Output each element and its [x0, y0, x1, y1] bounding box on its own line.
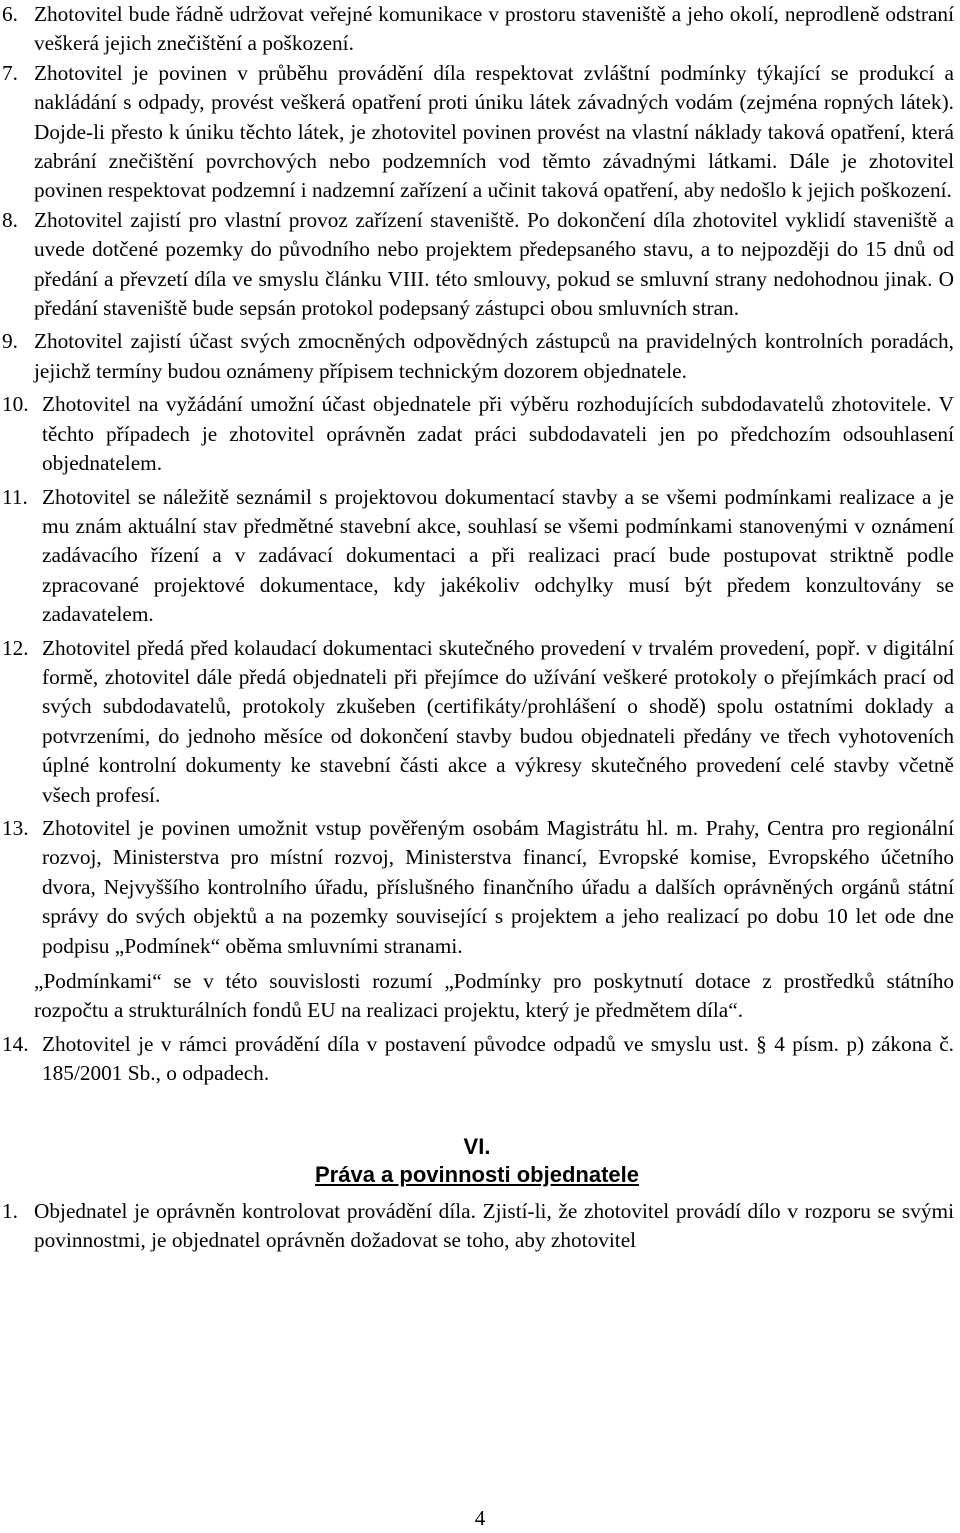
list-item	[0, 59, 954, 206]
item-text: Objednatel je oprávněn kontrolovat provádění díla. Zjistí-li, že zhotovitel provádí dílo v rozporu se svými povinnostmi, je objednatel oprávněn dožadovat se toho, aby zhotovitel	[34, 1198, 954, 1253]
item-number: 6.	[2, 2, 18, 26]
item-text: Zhotovitel je povinen umožnit vstup pověřeným osobám Magistrátu hl. m. Prahy, Centra pro regionální rozvoj, Ministerstva pro místní rozvoj, Ministerstva financí, Evropské komise, Evropského účetního dvora, Nejvyššího kontrolního úřadu, příslušného finančního úřadu a dalších oprávněných orgánů státní správy do svých objektů a na pozemky související s projektem a jeho realizací po dobu 10 let ode dne podpisu „Podmínek“ oběma smluvními stranami.	[42, 815, 954, 958]
item-text: Zhotovitel bude řádně udržovat veřejné komunikace v prostoru staveniště a jeho okolí, neprodleně odstraní veškerá jejich znečištění a poškození.	[34, 2, 954, 56]
page-number: 4	[474, 1506, 486, 1530]
list-item	[0, 1197, 954, 1256]
sub-paragraph: „Podmínkami“ se v této souvislosti rozumí „Podmínky pro poskytnutí dotace z prostředků státního rozpočtu a strukturálních fondů EU na realizaci projektu, který je předmětem díla“.	[34, 969, 954, 1023]
list-item	[0, 483, 954, 630]
item-text: Zhotovitel se náležitě seznámil s projektovou dokumentací stavby a se všemi podmínkami realizace a je mu znám aktuální stav předmětné stavební akce, souhlasí se všemi podmínkami stanovenými v oznámení zadávacího řízení a v zadávací dokumentaci a při realizaci prací bude postupovat striktně podle zpracované projektové dokumentace, kdy jakékoliv odchylky musí být předem konzultovány se zadavatelem.	[42, 484, 954, 627]
section-title-text: Práva a povinnosti objednatele	[315, 1161, 639, 1187]
item-number: 13.	[2, 815, 29, 840]
item-number: 14.	[2, 1031, 29, 1056]
item-text: Zhotovitel zajistí pro vlastní provoz zařízení staveniště. Po dokončení díla zhotovitel vyklidí staveniště a uvede dotčené pozemky do původního nebo projektem předepsaného stavu, a to nejpozději do 15 dnů od předání a převzetí díla ve smyslu článku VIII. této smlouvy, pokud se smluvní strany nedohodnou jinak. O předání staveniště bude sepsán protokol podepsaný zástupci obou smluvních stran.	[34, 207, 954, 321]
list-item	[0, 0, 954, 59]
item-text: Zhotovitel zajistí účast svých zmocněných odpovědných zástupců na pravidelných kontrolních poradách, jejichž termíny budou oznámeny přípisem technickým dozorem objednatele.	[34, 329, 954, 383]
item-number: 7.	[2, 60, 18, 85]
item-number: 10.	[2, 392, 29, 417]
item-number: 11.	[2, 484, 28, 509]
item-number: 9.	[2, 329, 18, 354]
list-item	[0, 634, 954, 810]
list-item	[0, 1030, 954, 1089]
section-title	[0, 1161, 954, 1189]
item-text: Zhotovitel je v rámci provádění díla v postavení původce odpadů ve smyslu ust. § 4 písm. p) zákona č. 185/2001 Sb., o odpadech.	[42, 1031, 954, 1086]
item-text: Zhotovitel na vyžádání umožní účast objednatele při výběru rozhodujících subdodavatelů zhotovitele. V těchto případech je zhotovitel oprávněn zadat práci subdodavateli jen po předchozím odsouhlasení objednatelem.	[42, 392, 954, 476]
item-number: 1.	[2, 1198, 18, 1223]
item-number: 8.	[2, 207, 18, 232]
list-item	[0, 390, 954, 478]
list-item	[0, 814, 954, 961]
list-item	[0, 327, 954, 386]
item-text: Zhotovitel je povinen v průběhu provádění díla respektovat zvláštní podmínky týkající se produkcí a nakládání s odpady, provést veškerá opatření proti úniku látek závadných vodám (zejména ropných látek). Dojde-li přesto k úniku těchto látek, je zhotovitel povinen provést na vlastní náklady taková opatření, která zabrání znečištění povrchových nebo podzemních vod těmto závadnými látkami. Dále je zhotovitel povinen respektovat podzemní i nadzemní zařízení a učinit taková opatření, aby nedošlo k jejich poškození.	[34, 60, 954, 203]
item-number: 12.	[2, 635, 29, 660]
item-text: Zhotovitel předá před kolaudací dokumentaci skutečného provedení v trvalém provedení, popř. v digitální formě, zhotovitel dále předá objednateli při přejímce do užívání veškeré protokoly o přejímkách prací od svých subdodavatelů, protokoly zkušeben (certifikáty/prohlášení o shodě) spolu ostatními doklady a potvrzeními, do jednoho měsíce od dokončení stavby budou objednateli předány ve třech vyhotoveních úplné kontrolní dokumenty ke stavební části akce a výkresy skutečného provedení celé stavby včetně všech profesí.	[42, 635, 954, 807]
list-item	[0, 206, 954, 324]
section-number: VI.	[463, 1133, 491, 1159]
